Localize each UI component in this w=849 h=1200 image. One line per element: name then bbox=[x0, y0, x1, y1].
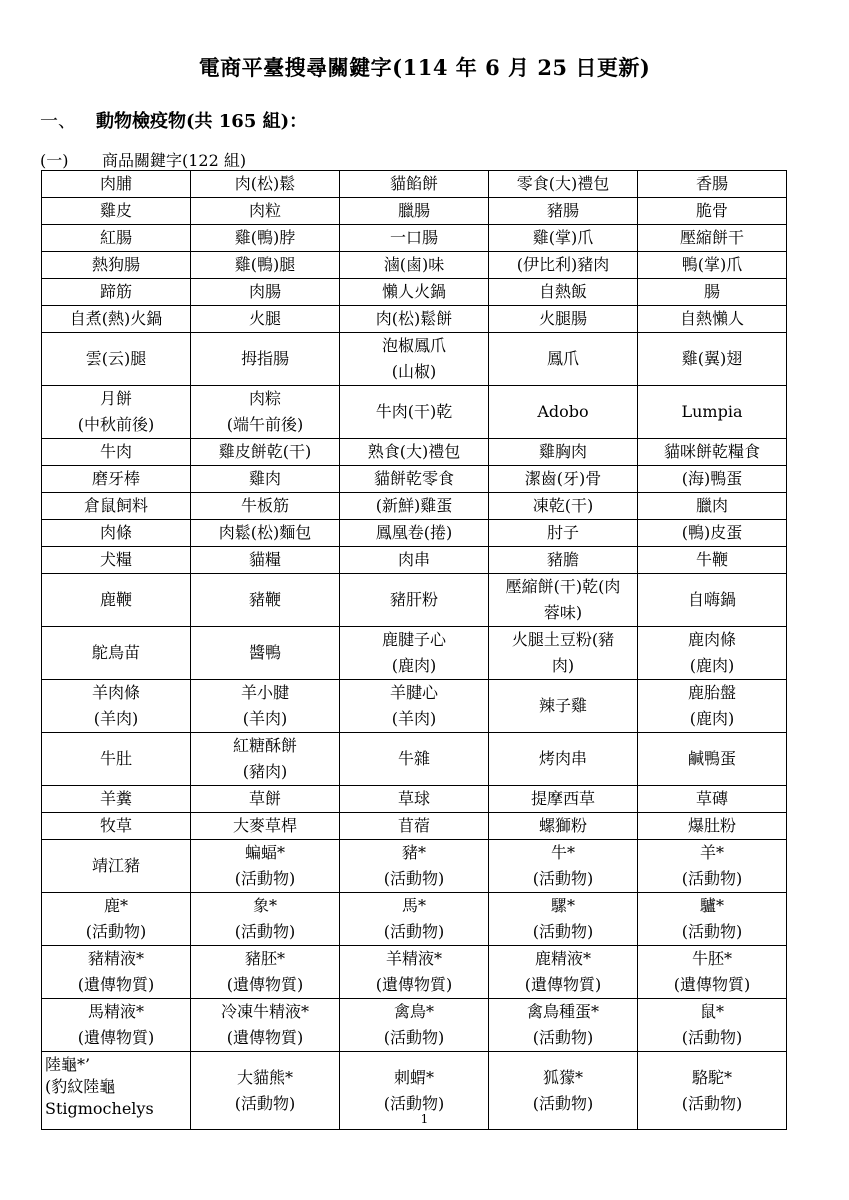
table-row bbox=[42, 198, 787, 225]
table-cell: 壓縮餅(干)乾(肉 蓉味) bbox=[489, 574, 638, 627]
table-cell: 狐獴* (活動物) bbox=[489, 1052, 638, 1130]
table-cell: (伊比利)豬肉 bbox=[489, 252, 638, 279]
table-cell: 象* (活動物) bbox=[191, 893, 340, 946]
table-cell: 牛胚* (遺傳物質) bbox=[638, 946, 787, 999]
table-cell: 大麥草桿 bbox=[191, 813, 340, 840]
table-row bbox=[42, 493, 787, 520]
table-cell: 苜蓿 bbox=[340, 813, 489, 840]
table-row bbox=[42, 171, 787, 198]
table-cell: 牛板筋 bbox=[191, 493, 340, 520]
table-cell: 鹿肉條 (鹿肉) bbox=[638, 627, 787, 680]
table-cell: 自嗨鍋 bbox=[638, 574, 787, 627]
table-cell: 爆肚粉 bbox=[638, 813, 787, 840]
table-row bbox=[42, 893, 787, 946]
table-row bbox=[42, 279, 787, 306]
table-cell: 雲(云)腿 bbox=[42, 333, 191, 386]
table-row bbox=[42, 225, 787, 252]
table-cell: (鴨)皮蛋 bbox=[638, 520, 787, 547]
table-cell: 牧草 bbox=[42, 813, 191, 840]
page-number: 1 bbox=[420, 1112, 429, 1126]
table-row bbox=[42, 840, 787, 893]
table-cell: 貓餅乾零食 bbox=[340, 466, 489, 493]
table-cell: 豬胚* (遺傳物質) bbox=[191, 946, 340, 999]
table-cell: 草餅 bbox=[191, 786, 340, 813]
table-cell: 牛雜 bbox=[340, 733, 489, 786]
table-row bbox=[42, 547, 787, 574]
table-cell: 滷(鹵)味 bbox=[340, 252, 489, 279]
table-cell: 肉脯 bbox=[42, 171, 191, 198]
table-cell: 懶人火鍋 bbox=[340, 279, 489, 306]
table-row bbox=[42, 627, 787, 680]
table-cell: 豬肝粉 bbox=[340, 574, 489, 627]
table-cell: Lumpia bbox=[638, 386, 787, 439]
subsection-heading bbox=[40, 148, 246, 171]
table-cell: 鹿胎盤 (鹿肉) bbox=[638, 680, 787, 733]
table-cell: 臘腸 bbox=[340, 198, 489, 225]
table-cell: 凍乾(干) bbox=[489, 493, 638, 520]
table-cell: 雞(掌)爪 bbox=[489, 225, 638, 252]
table-cell: 犬糧 bbox=[42, 547, 191, 574]
table-row bbox=[42, 733, 787, 786]
table-cell: 鹿腱子心 (鹿肉) bbox=[340, 627, 489, 680]
table-cell: 羊腱心 (羊肉) bbox=[340, 680, 489, 733]
table-cell: 鹿精液* (遺傳物質) bbox=[489, 946, 638, 999]
table-cell: 貓餡餅 bbox=[340, 171, 489, 198]
table-row bbox=[42, 786, 787, 813]
table-cell: 熟食(大)禮包 bbox=[340, 439, 489, 466]
table-cell: 香腸 bbox=[638, 171, 787, 198]
section-number: 一、 bbox=[40, 111, 76, 132]
table-row bbox=[42, 813, 787, 840]
table-row bbox=[42, 999, 787, 1052]
table-cell: 脆骨 bbox=[638, 198, 787, 225]
table-cell: 螺獅粉 bbox=[489, 813, 638, 840]
table-row bbox=[42, 520, 787, 547]
table-cell: 烤肉串 bbox=[489, 733, 638, 786]
table-cell: 鹹鴨蛋 bbox=[638, 733, 787, 786]
table-cell: 草磚 bbox=[638, 786, 787, 813]
table-row bbox=[42, 306, 787, 333]
table-cell: 牛* (活動物) bbox=[489, 840, 638, 893]
table-cell: 鼠* (活動物) bbox=[638, 999, 787, 1052]
table-cell: 鳳爪 bbox=[489, 333, 638, 386]
table-cell: 牛肉(干)乾 bbox=[340, 386, 489, 439]
table-row bbox=[42, 439, 787, 466]
table-cell: 零食(大)禮包 bbox=[489, 171, 638, 198]
table-cell: 禽鳥種蛋* (活動物) bbox=[489, 999, 638, 1052]
table-cell: 自熱懶人 bbox=[638, 306, 787, 333]
table-row bbox=[42, 252, 787, 279]
table-row bbox=[42, 946, 787, 999]
table-row bbox=[42, 574, 787, 627]
table-cell: 泡椒鳳爪 (山椒) bbox=[340, 333, 489, 386]
table-cell: 肉(松)鬆餅 bbox=[340, 306, 489, 333]
table-cell: 自熱飯 bbox=[489, 279, 638, 306]
subsection-number: (一) bbox=[40, 151, 69, 170]
table-cell: 雞皮 bbox=[42, 198, 191, 225]
table-cell: 羊小腱 (羊肉) bbox=[191, 680, 340, 733]
table-cell: 提摩西草 bbox=[489, 786, 638, 813]
table-cell: 羊* (活動物) bbox=[638, 840, 787, 893]
table-cell: 羊精液* (遺傳物質) bbox=[340, 946, 489, 999]
table-cell: 豬鞭 bbox=[191, 574, 340, 627]
table-cell: 牛肚 bbox=[42, 733, 191, 786]
table-cell: 大貓熊* (活動物) bbox=[191, 1052, 340, 1130]
table-cell: (海)鴨蛋 bbox=[638, 466, 787, 493]
table-cell: 雞胸肉 bbox=[489, 439, 638, 466]
table-cell: 冷凍牛精液* (遺傳物質) bbox=[191, 999, 340, 1052]
table-cell: 醬鴨 bbox=[191, 627, 340, 680]
table-cell: 倉鼠飼料 bbox=[42, 493, 191, 520]
table-cell: 豬精液* (遺傳物質) bbox=[42, 946, 191, 999]
keyword-table bbox=[41, 170, 787, 1130]
table-row bbox=[42, 386, 787, 439]
table-cell: 雞(鴨)腿 bbox=[191, 252, 340, 279]
table-cell: 肉鬆(松)麵包 bbox=[191, 520, 340, 547]
table-row bbox=[42, 680, 787, 733]
table-row bbox=[42, 333, 787, 386]
table-cell: 駱駝* (活動物) bbox=[638, 1052, 787, 1130]
table-cell: 一口腸 bbox=[340, 225, 489, 252]
table-cell: 拇指腸 bbox=[191, 333, 340, 386]
table-cell: 豬* (活動物) bbox=[340, 840, 489, 893]
table-cell: 紅糖酥餅 (豬肉) bbox=[191, 733, 340, 786]
table-cell: 禽鳥* (活動物) bbox=[340, 999, 489, 1052]
table-cell: 肉串 bbox=[340, 547, 489, 574]
table-cell: 豬腸 bbox=[489, 198, 638, 225]
table-cell: 壓縮餅干 bbox=[638, 225, 787, 252]
table-cell: 陸龜*’ (豹紋陸龜 Stigmochelys bbox=[42, 1052, 191, 1130]
table-cell: 蝙蝠* (活動物) bbox=[191, 840, 340, 893]
table-cell: 刺蝟* (活動物) bbox=[340, 1052, 489, 1130]
table-cell: 鹿鞭 bbox=[42, 574, 191, 627]
table-cell: 熱狗腸 bbox=[42, 252, 191, 279]
table-cell: 鴨(掌)爪 bbox=[638, 252, 787, 279]
table-row bbox=[42, 466, 787, 493]
table-cell: 鳳凰卷(捲) bbox=[340, 520, 489, 547]
table-cell: 蹄筋 bbox=[42, 279, 191, 306]
table-cell: 牛肉 bbox=[42, 439, 191, 466]
table-cell: 肉粒 bbox=[191, 198, 340, 225]
table-cell: 雞(翼)翅 bbox=[638, 333, 787, 386]
table-cell: 貓咪餅乾糧食 bbox=[638, 439, 787, 466]
table-cell: 靖江豬 bbox=[42, 840, 191, 893]
table-cell: 騾* (活動物) bbox=[489, 893, 638, 946]
table-cell: 火腿腸 bbox=[489, 306, 638, 333]
table-cell: 肉條 bbox=[42, 520, 191, 547]
table-cell: (新鮮)雞蛋 bbox=[340, 493, 489, 520]
table-cell: 馬精液* (遺傳物質) bbox=[42, 999, 191, 1052]
table-cell: 肉腸 bbox=[191, 279, 340, 306]
table-cell: 雞(鴨)脖 bbox=[191, 225, 340, 252]
table-cell: 羊糞 bbox=[42, 786, 191, 813]
table-cell: 馬* (活動物) bbox=[340, 893, 489, 946]
table-cell: 辣子雞 bbox=[489, 680, 638, 733]
table-cell: 雞皮餅乾(干) bbox=[191, 439, 340, 466]
table-cell: 自煮(熱)火鍋 bbox=[42, 306, 191, 333]
table-cell: Adobo bbox=[489, 386, 638, 439]
section-heading bbox=[40, 107, 307, 133]
table-cell: 紅腸 bbox=[42, 225, 191, 252]
table-cell: 肉粽 (端午前後) bbox=[191, 386, 340, 439]
table-cell: 鴕鳥苗 bbox=[42, 627, 191, 680]
subsection-title: 商品關鍵字(122 組) bbox=[102, 151, 247, 170]
table-cell: 肘子 bbox=[489, 520, 638, 547]
table-cell: 磨牙棒 bbox=[42, 466, 191, 493]
table-cell: 貓糧 bbox=[191, 547, 340, 574]
table-cell: 草球 bbox=[340, 786, 489, 813]
table-cell: 月餅 (中秋前後) bbox=[42, 386, 191, 439]
table-cell: 雞肉 bbox=[191, 466, 340, 493]
table-cell: 臘肉 bbox=[638, 493, 787, 520]
table-cell: 豬膽 bbox=[489, 547, 638, 574]
table-cell: 羊肉條 (羊肉) bbox=[42, 680, 191, 733]
table-cell: 腸 bbox=[638, 279, 787, 306]
table-cell: 火腿 bbox=[191, 306, 340, 333]
table-cell: 潔齒(牙)骨 bbox=[489, 466, 638, 493]
table-cell: 鹿* (活動物) bbox=[42, 893, 191, 946]
page-title: 電商平臺搜尋關鍵字(114 年 6 月 25 日更新) bbox=[198, 55, 651, 80]
table-cell: 驢* (活動物) bbox=[638, 893, 787, 946]
section-title: 動物檢疫物(共 165 組)： bbox=[96, 111, 308, 132]
table-cell: 肉(松)鬆 bbox=[191, 171, 340, 198]
table-cell: 火腿土豆粉(豬 肉) bbox=[489, 627, 638, 680]
table-cell: 牛鞭 bbox=[638, 547, 787, 574]
